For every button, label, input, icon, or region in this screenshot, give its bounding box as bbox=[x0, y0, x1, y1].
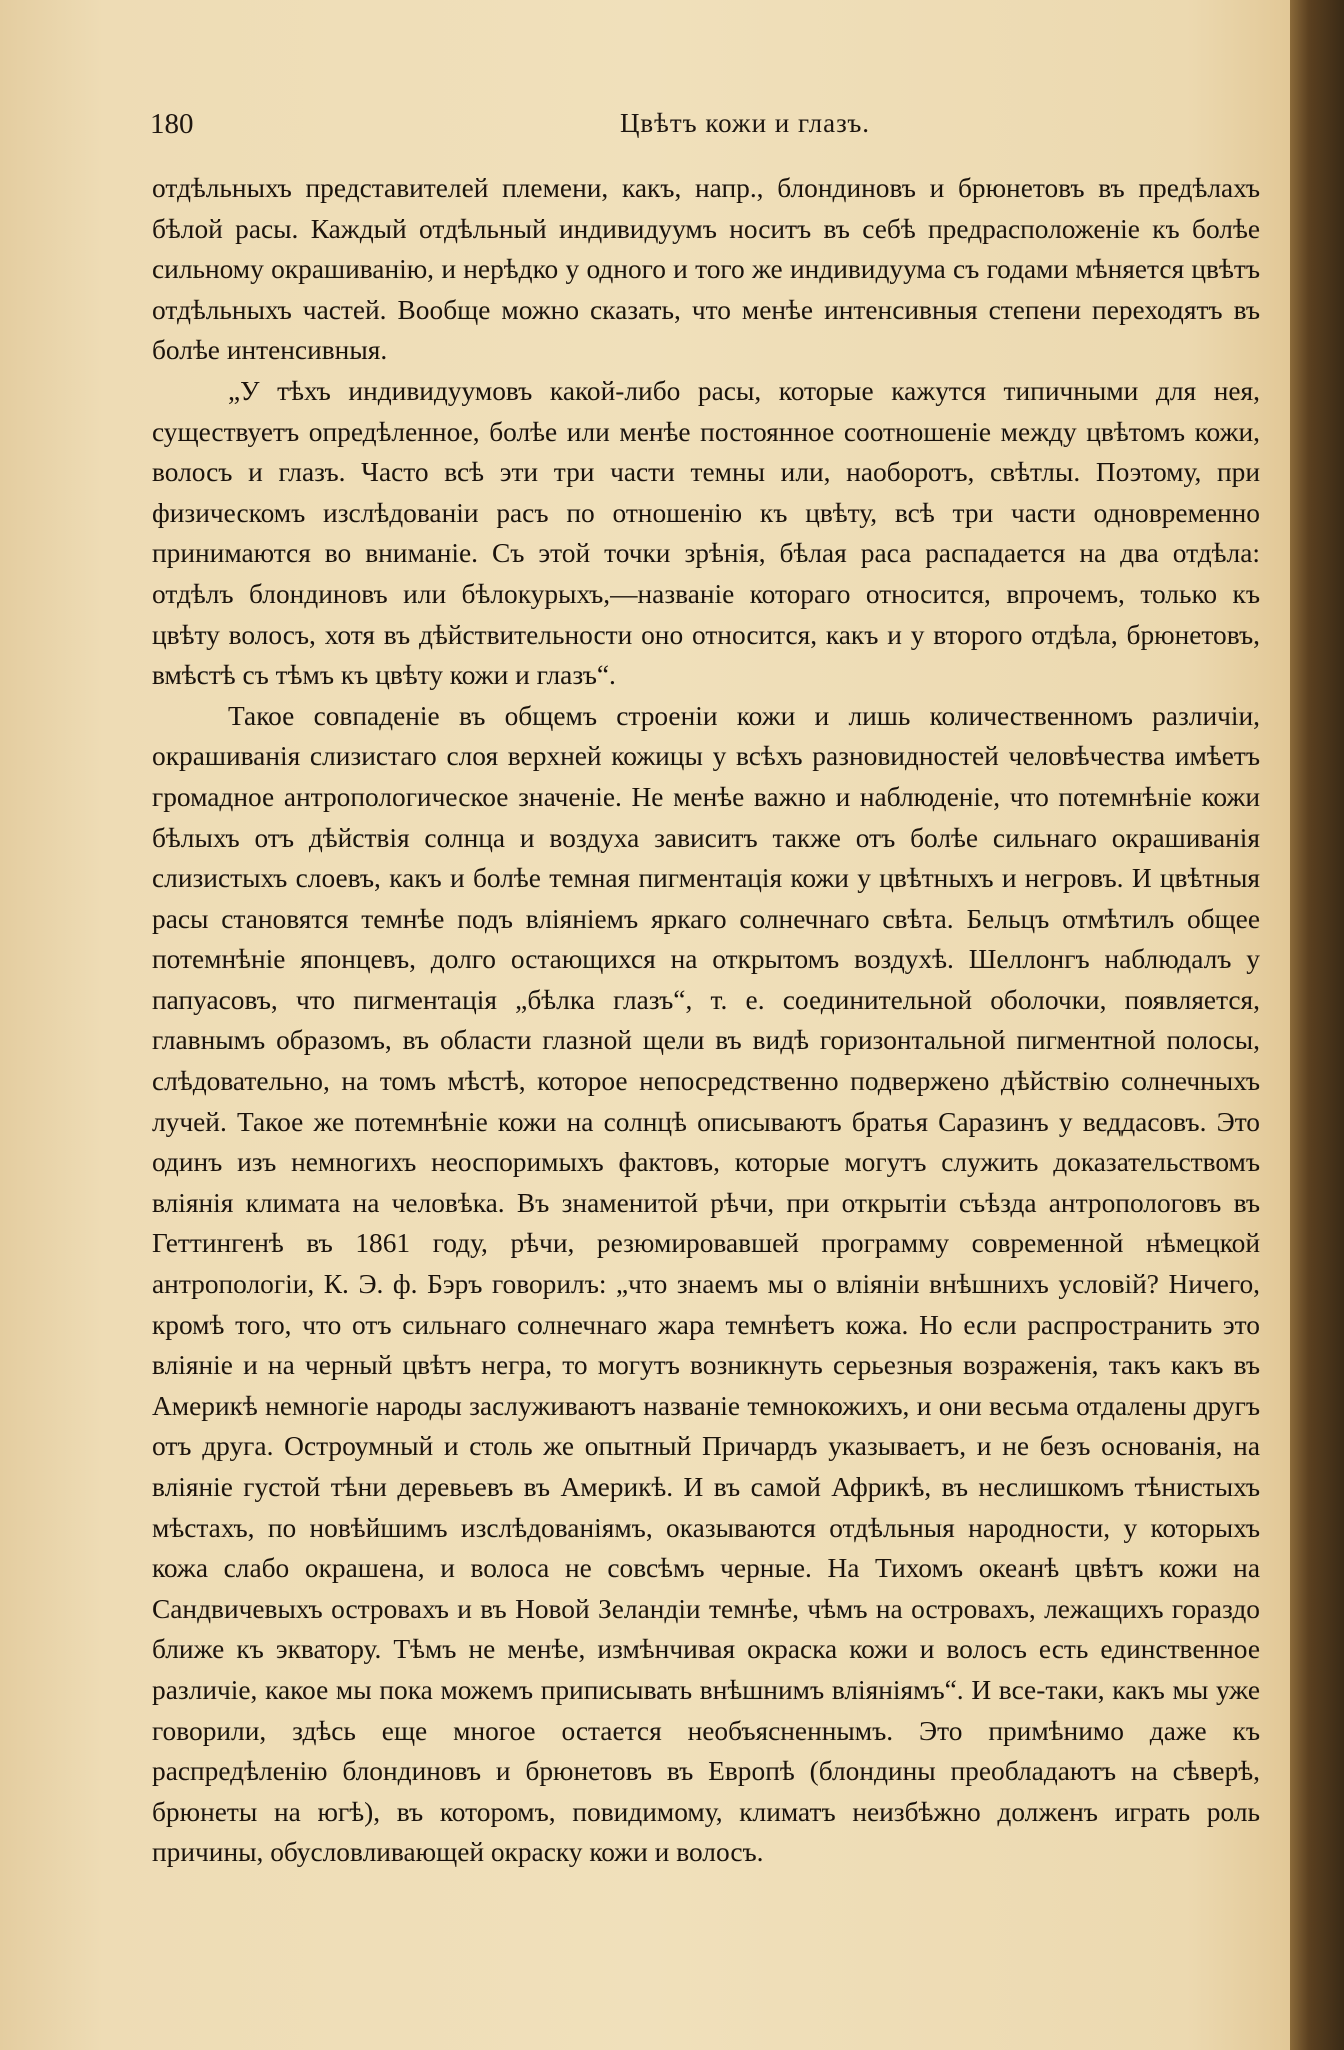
paragraph-3: Такое совпаденіе въ общемъ строеніи кожи и лишь количественномъ различіи, окрашиванія слизистаго слоя верхней кожицы у всѣхъ разновидностей человѣчества имѣетъ громадное антропологическое значеніе. Не менѣе важно и наблюденіе, что потемнѣніе кожи бѣлыхъ отъ дѣйствія солнца и воздуха зависитъ также отъ болѣе сильнаго окрашиванія слизистыхъ слоевъ, какъ и болѣе темная пигментація кожи у цвѣтныхъ и негровъ. И цвѣтныя расы становятся темнѣе подъ вліяніемъ яркаго солнечнаго свѣта. Бельцъ отмѣтилъ общее потемнѣніе японцевъ, долго остающихся на открытомъ воздухѣ. Шеллонгъ наблюдалъ у папуасовъ, что пигментація „бѣлка глазъ“, т. е. соединительной оболочки, появляется, главнымъ образомъ, въ области глазной щели въ видѣ горизонтальной пигментной полосы, слѣдовательно, на томъ мѣстѣ, которое непосредственно подвержено дѣйствію солнечныхъ лучей. Такое же потемнѣніе кожи на солнцѣ описываютъ братья Саразинъ у веддасовъ. Это одинъ изъ немногихъ неоспоримыхъ фактовъ, которые могутъ служить доказательствомъ вліянія климата на человѣка. Въ знаменитой рѣчи, при открытіи съѣзда антропологовъ въ Геттингенѣ въ 1861 году, рѣчи, резюмировавшей программу современной нѣмецкой антропологіи, К. Э. ф. Бэръ говорилъ: „что знаемъ мы о вліяніи внѣшнихъ условій? Ничего, кромѣ того, что отъ сильнаго солнечнаго жара темнѣетъ кожа. Но если распространить это вліяніе и на черный цвѣтъ негра, то могутъ возникнуть серьезныя возраженія, такъ какъ въ Америкѣ немногіе народы заслуживаютъ названіе темнокожихъ, и они весьма отдалены другъ отъ друга. Остроумный и столь же опытный Причардъ указываетъ, и не безъ основанія, на вліяніе густой тѣни деревьевъ въ Америкѣ. И въ самой Африкѣ, въ неслишкомъ тѣнистыхъ мѣстахъ, по новѣйшимъ изслѣдованіямъ, оказываются отдѣльныя народности, у которыхъ кожа слабо окрашена, и волоса не совсѣмъ черные. На Тихомъ океанѣ цвѣтъ кожи на Сандвичевыхъ островахъ и въ Новой Зеландіи темнѣе, чѣмъ на островахъ, лежащихъ гораздо ближе къ экватору. Тѣмъ не менѣе, измѣнчивая окраска кожи и волосъ есть единственное различіе, какое мы пока можемъ приписывать внѣшнимъ вліяніямъ“. И все-таки, какъ мы уже говорили, здѣсь еще многое остается необъясненнымъ. Это примѣнимо даже къ распредѣленію блондиновъ и брюнетовъ въ Европѣ (блондины преобладаютъ на сѣверѣ, брюнеты на югѣ), въ которомъ, повидимому, климатъ неизбѣжно долженъ играть роль причины, обусловливающей окраску кожи и волосъ. bbox=[152, 700, 1260, 1868]
page-number: 180 bbox=[150, 108, 194, 140]
paragraph-2: „У тѣхъ индивидуумовъ какой-либо расы, которые кажутся типичными для нея, существуетъ опредѣленное, болѣе или менѣе постоянное соотношеніе между цвѣтомъ кожи, волосъ и глазъ. Часто всѣ эти три части темны или, наоборотъ, свѣтлы. Поэтому, при физическомъ изслѣдованіи расъ по отношенію къ цвѣту, всѣ три части одновременно принимаются во вниманіе. Съ этой точки зрѣнія, бѣлая раса распадается на два отдѣла: отдѣлъ блондиновъ или бѣлокурыхъ,—названіе котораго относится, впрочемъ, только къ цвѣту волосъ, хотя въ дѣйствительности оно относится, какъ и у второго отдѣла, брюнетовъ, вмѣстѣ съ тѣмъ къ цвѣту кожи и глазъ“. bbox=[152, 375, 1260, 691]
paragraph-1: отдѣльныхъ представителей племени, какъ, напр., блондиновъ и брюнетовъ въ предѣлахъ бѣлой расы. Каждый отдѣльный индивидуумъ носитъ въ себѣ предрасположеніе къ болѣе сильному окрашиванію, и нерѣдко у одного и того же индивидуума съ годами мѣняется цвѣтъ отдѣльныхъ частей. Вообще можно сказать, что менѣе интенсивныя степени переходятъ въ болѣе интенсивныя. bbox=[152, 173, 1260, 366]
body-text bbox=[152, 168, 1260, 1873]
running-title: Цвѣтъ кожи и глазъ. bbox=[619, 108, 871, 138]
book-spine-edge bbox=[1290, 0, 1344, 2050]
page-header bbox=[150, 108, 1260, 148]
